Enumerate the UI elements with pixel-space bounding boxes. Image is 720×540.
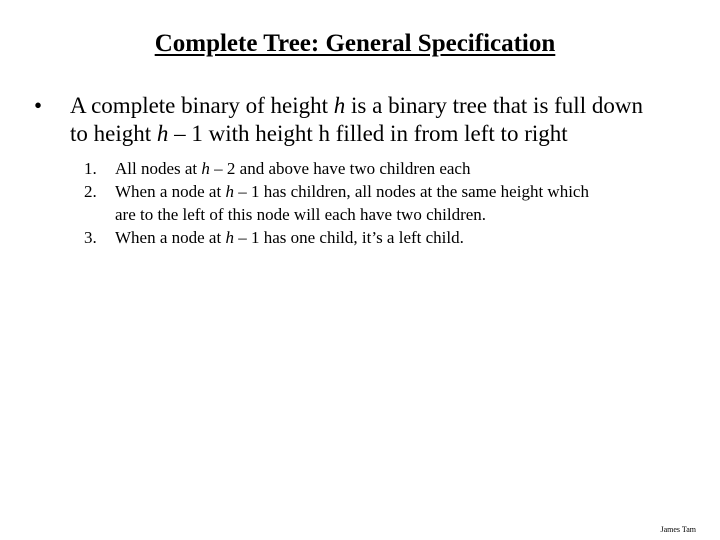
list-item-number: 1.	[84, 159, 97, 178]
slide-title: Complete Tree: General Specification	[154, 30, 556, 57]
list-item	[84, 157, 684, 180]
list-item-text	[115, 180, 684, 203]
list-item-text-end: – 2 and above have two children each	[209, 159, 471, 178]
bullet-line-2	[70, 120, 710, 148]
bullet-marker: •	[34, 93, 43, 118]
list-item-text-start: When a node at	[115, 182, 226, 201]
list-item-text-start: When a node at	[115, 228, 226, 247]
list-item-text	[115, 226, 684, 249]
list-item-text-end: – 1 has one child, it’s a left child.	[233, 228, 464, 247]
list-item-text-start: All nodes at	[115, 159, 202, 178]
bullet-line-2-start: to height	[70, 121, 157, 146]
height-variable: h	[156, 121, 169, 146]
list-item-text-continued: are to the left of this node will each have two children.	[115, 205, 487, 224]
bullet-line-1	[70, 92, 710, 120]
list-item	[84, 226, 684, 249]
author-footer: James Tam	[660, 525, 696, 534]
bullet-line-2-end: – 1 with height h filled in from left to right	[168, 121, 568, 146]
list-item	[84, 180, 684, 226]
bullet-line-1-start: A complete binary of height	[70, 93, 334, 118]
height-variable: h	[333, 93, 346, 118]
bullet-line-1-end: is a binary tree that is full down	[345, 93, 643, 118]
bullet-text	[70, 92, 710, 148]
list-item-text	[115, 157, 684, 180]
height-variable: h	[225, 182, 234, 201]
numbered-list	[84, 157, 684, 249]
list-item-text-end: – 1 has children, all nodes at the same height which	[233, 182, 589, 201]
list-item-number: 2.	[84, 182, 97, 201]
height-variable: h	[225, 228, 234, 247]
height-variable: h	[201, 159, 210, 178]
list-item-number: 3.	[84, 228, 97, 247]
